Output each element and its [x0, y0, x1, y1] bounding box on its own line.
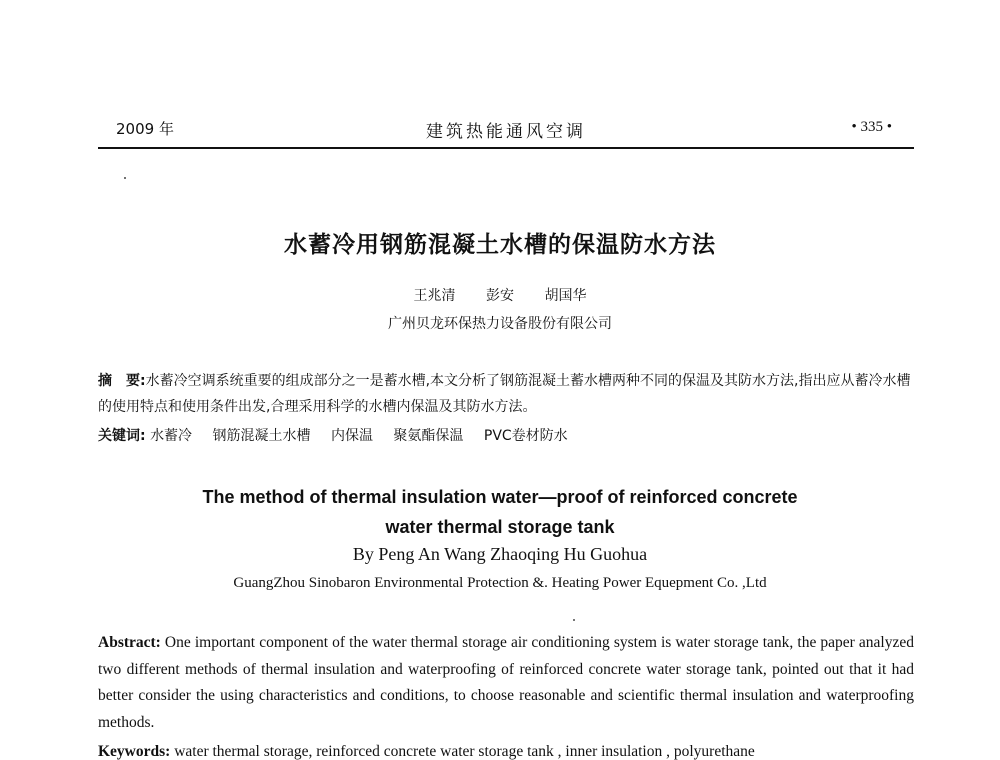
- chinese-abstract: [98, 368, 914, 420]
- keyword: 聚氨酯保温: [393, 428, 464, 444]
- author-name: 彭安: [486, 288, 514, 304]
- keyword: PVC卷材防水: [483, 428, 568, 444]
- chinese-keywords: [98, 424, 914, 448]
- english-title-line: The method of thermal insulation water—proof of reinforced concrete: [202, 487, 798, 507]
- english-abstract: [98, 630, 914, 736]
- running-header: [98, 118, 914, 142]
- english-title-line: water thermal storage tank: [385, 517, 615, 537]
- english-keywords: [98, 739, 998, 760]
- keyword: 钢筋混凝土水槽: [212, 428, 311, 444]
- chinese-title: 水蓄冷用钢筋混凝土水槽的保温防水方法: [284, 232, 716, 258]
- chinese-authors: [0, 285, 1000, 305]
- abstract-text: 水蓄冷空调系统重要的组成部分之一是蓄水槽,本文分析了钢筋混凝土蓄水槽两种不同的保温及其防水方法,指出应从蓄冷水槽的使用特点和使用条件出发,合理采用科学的水槽内保温及其防水方法。: [98, 373, 911, 415]
- english-authors: By Peng An Wang Zhaoqing Hu Guohua: [352, 544, 648, 564]
- chinese-affiliation: 广州贝龙环保热力设备股份有限公司: [388, 316, 612, 332]
- journal-name: 建筑热能通风空调: [426, 122, 586, 142]
- abstract-text: One important component of the water thermal storage air conditioning system is water storage tank, the paper analyzed two different methods of thermal insulation and waterproofing of reinforced concrete water storage tank, pointed out that it had better consider the using characteristics and conditions, to choose reasonable and scientific thermal insulation and waterproofing methods.: [98, 634, 914, 731]
- author-name: 胡国华: [544, 288, 587, 304]
- header-rule: [98, 147, 914, 149]
- english-affiliation: GuangZhou Sinobaron Environmental Protection &. Heating Power Equepment Co. ,Ltd: [233, 575, 767, 591]
- abstract-label: Abstract:: [98, 634, 161, 651]
- keyword: 内保温: [330, 428, 373, 444]
- keywords-label: 关键词:: [98, 428, 146, 444]
- english-title: [0, 482, 1000, 542]
- keyword: 水蓄冷: [150, 428, 193, 444]
- header-year: 2009 年: [116, 120, 174, 138]
- author-name: 王兆清: [413, 288, 456, 304]
- scan-speck: [124, 177, 126, 179]
- keywords-text: water thermal storage, reinforced concrete water storage tank , inner insulation , polyurethane: [170, 743, 755, 760]
- keywords-label: Keywords:: [98, 743, 171, 760]
- page-number: • 335 •: [851, 119, 892, 135]
- scan-speck: [573, 619, 575, 621]
- abstract-label: 摘 要:: [98, 373, 146, 389]
